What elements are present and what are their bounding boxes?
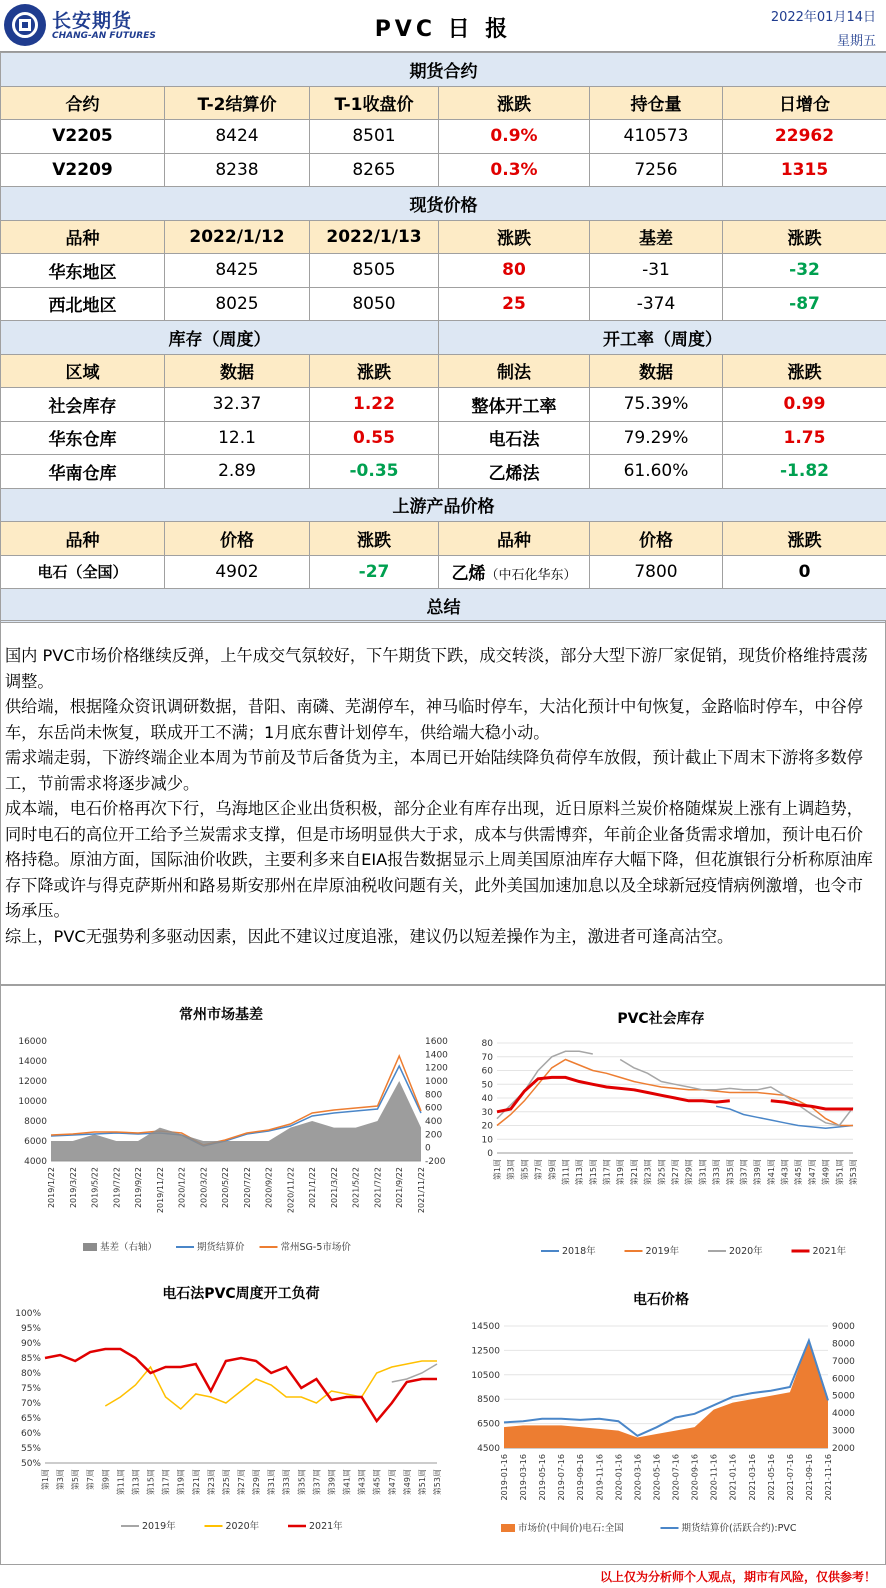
y-tick-label: 55%: [20, 1444, 41, 1454]
y-right-tick-label: 8000: [832, 1339, 855, 1350]
x-tick-label: 2021/1/22: [308, 1167, 318, 1209]
x-tick-label: 第11周: [116, 1469, 126, 1496]
x-tick-label: 第5周: [520, 1159, 530, 1181]
legend-label: 2018年: [562, 1246, 596, 1257]
table-row: V2205 8424 8501 0.9% 410573 22962: [1, 120, 886, 154]
x-tick-label: 第33周: [282, 1469, 292, 1496]
x-tick-label: 2020-07-16: [671, 1454, 681, 1501]
x-tick-label: 2021-07-16: [785, 1454, 795, 1501]
table-header-row: 品种 价格 涨跌 品种 价格 涨跌: [1, 522, 886, 556]
disclaimer: 以上仅为分析师个人观点，期市有风险，仅供参考！: [599, 1570, 876, 1584]
x-tick-label: 2021/9/22: [395, 1167, 405, 1209]
y-right-tick-label: 600: [425, 1103, 443, 1114]
y-tick-label: 10500: [471, 1370, 500, 1381]
y-tick-label: 4000: [24, 1157, 47, 1167]
y-tick-label: 14500: [471, 1322, 500, 1332]
x-tick-label: 2019/11/22: [155, 1167, 165, 1214]
summary-paragraph: 成本端，电石价格再次下行，乌海地区企业出货积极，部分企业有库存出现，近日原料兰炭价格随煤炭上涨有上调趋势，同时电石的高位开工给予兰炭需求支撑，但是市场明显供大于求，成本与供需博弈，年前企业备货需求增加，预计电石价格持稳。原油方面，国际油价收跌，主要利多来自EIA报告数据显示上周美国原油库存大幅下降，但花旗银行分析称原油库存下降或许与得克萨斯州和路易斯安那州在岸原油税收问题有关，此外美国加速加息以及全球新冠疫情病例激增，也令市场承压。: [5, 799, 873, 920]
x-tick-label: 第41周: [342, 1469, 352, 1496]
x-tick-label: 第11周: [561, 1159, 571, 1186]
summary-paragraph: 国内 PVC市场价格继续反弹，上午成交气氛较好，下午期货下跌，成交转淡，部分大型下游厂家促销，现货价格维持震荡调整。: [5, 646, 868, 691]
y-tick-label: 16000: [18, 1037, 47, 1047]
x-tick-label: 2019-03-16: [519, 1454, 529, 1501]
x-tick-label: 第35周: [725, 1159, 735, 1186]
x-tick-label: 第19周: [616, 1159, 626, 1186]
y-tick-label: 65%: [20, 1414, 41, 1424]
x-tick-label: 第13周: [131, 1469, 141, 1496]
x-tick-label: 2019-05-16: [538, 1454, 548, 1501]
x-tick-label: 第1周: [493, 1159, 502, 1181]
y-right-tick-label: 2000: [832, 1444, 855, 1454]
legend-label: 2020年: [225, 1521, 260, 1532]
y-right-tick-label: 3000: [832, 1426, 855, 1437]
section-title: 上游产品价格: [1, 488, 886, 522]
x-tick-label: 第1周: [41, 1469, 50, 1491]
x-tick-label: 2021-01-16: [728, 1454, 738, 1501]
legend-label: 市场价(中间价)电石:全国: [518, 1523, 624, 1534]
y-tick-label: 70: [481, 1052, 493, 1063]
series-area: [504, 1340, 828, 1448]
x-tick-label: 2020/7/22: [242, 1167, 252, 1209]
charts-area: [0, 985, 886, 1565]
y-right-tick-label: 1200: [425, 1063, 448, 1074]
x-tick-label: 第13周: [575, 1159, 585, 1186]
x-tick-label: 2019-09-16: [576, 1454, 586, 1501]
x-tick-label: 第5周: [71, 1469, 81, 1491]
table-row: 西北地区 8025 8050 25 -374 -87: [1, 287, 886, 321]
chart-title: 电石法PVC周度开工负荷: [162, 1286, 320, 1302]
y-tick-label: 70%: [20, 1399, 41, 1409]
y-tick-label: 50: [481, 1080, 493, 1091]
x-tick-label: 第47周: [807, 1159, 817, 1186]
x-tick-label: 2020-09-16: [690, 1454, 700, 1501]
report-header: [0, 0, 886, 52]
x-tick-label: 第39周: [327, 1469, 337, 1496]
y-tick-label: 80%: [20, 1369, 41, 1379]
x-tick-label: 第23周: [643, 1159, 653, 1186]
section-title: 开工率（周度）: [439, 321, 886, 355]
x-tick-label: 2020/1/22: [177, 1167, 187, 1209]
x-tick-label: 第37周: [739, 1159, 749, 1186]
y-right-tick-label: 1000: [425, 1077, 448, 1087]
x-tick-label: 2021/3/22: [329, 1167, 339, 1209]
x-tick-label: 第35周: [297, 1469, 307, 1496]
x-tick-label: 第3周: [506, 1159, 516, 1181]
legend-swatch: [501, 1524, 515, 1532]
x-tick-label: 第53周: [849, 1159, 858, 1186]
report-weekday: 星期五: [836, 34, 876, 49]
summary-paragraph: 供给端，根据隆众资讯调研数据，昔阳、南磷、芜湖停车，神马临时停车，大沽化预计中旬恢复，金路临时停车，中谷停车，东岳尚未恢复，联成开工不满；1月底东曹计划停车，供给端大稳小动。: [5, 697, 863, 742]
y-tick-label: 4500: [477, 1444, 500, 1454]
y-tick-label: 100%: [15, 1309, 41, 1319]
x-tick-label: 2020-03-16: [633, 1454, 643, 1501]
y-right-tick-label: 800: [425, 1090, 443, 1101]
x-tick-label: 2020/5/22: [221, 1167, 231, 1209]
x-tick-label: 2021/7/22: [373, 1167, 383, 1209]
y-tick-label: 60: [481, 1066, 493, 1077]
x-tick-label: 第7周: [86, 1469, 96, 1491]
x-tick-label: 第17周: [161, 1469, 171, 1496]
y-tick-label: 20: [481, 1121, 493, 1132]
series-line: [45, 1349, 437, 1421]
x-tick-label: 第37周: [312, 1469, 322, 1496]
y-right-tick-label: 7000: [832, 1356, 855, 1367]
x-tick-label: 2021-09-16: [804, 1454, 814, 1501]
y-right-tick-label: -200: [425, 1157, 446, 1167]
x-tick-label: 2019/9/22: [134, 1167, 144, 1209]
series-line: [497, 1060, 853, 1126]
y-tick-label: 30: [481, 1107, 493, 1118]
table-row: 华东仓库 12.1 0.55 电石法 79.29% 1.75: [1, 421, 886, 455]
legend-label: 期货结算价: [197, 1242, 245, 1253]
legend-label: 2019年: [645, 1246, 680, 1257]
x-tick-label: 第25周: [657, 1159, 667, 1186]
summary-paragraph: 需求端走弱，下游终端企业本周为节前及节后备货为主，本周已开始陆续降负荷停车放假，预计截止下周末下游将多数停工，节前需求将逐步减少。: [5, 748, 863, 793]
summary-paragraph: 综上，PVC无强势利多驱动因素，因此不建议过度追涨，建议仍以短差操作为主，激进者可逢高沽空。: [5, 926, 734, 946]
x-tick-label: 第21周: [191, 1469, 201, 1496]
table-row: 华南仓库 2.89 -0.35 乙烯法 61.60% -1.82: [1, 455, 886, 489]
y-tick-label: 8000: [24, 1117, 47, 1127]
section-title: 总结: [1, 589, 886, 623]
y-tick-label: 75%: [20, 1384, 41, 1394]
x-tick-label: 第27周: [671, 1159, 680, 1186]
y-tick-label: 8500: [477, 1395, 500, 1406]
legend-label: 基差（右轴）: [100, 1242, 158, 1253]
y-tick-label: 14000: [18, 1057, 47, 1067]
x-tick-label: 2020-05-16: [652, 1454, 662, 1501]
x-tick-label: 2019-11-16: [595, 1454, 605, 1501]
x-tick-label: 第45周: [372, 1469, 382, 1496]
table-header-row: 合约 T-2结算价 T-1收盘价 涨跌 持仓量 日增仓: [1, 86, 886, 120]
table-header-row: 品种 2022/1/12 2022/1/13 涨跌 基差 涨跌: [1, 220, 886, 254]
x-tick-label: 第3周: [56, 1469, 66, 1491]
y-right-tick-label: 4000: [832, 1409, 855, 1420]
charts-svg: [1, 986, 885, 1564]
x-tick-label: 第47周: [387, 1469, 397, 1496]
y-right-tick-label: 1600: [425, 1037, 448, 1047]
x-tick-label: 2021-03-16: [747, 1454, 757, 1501]
y-tick-label: 85%: [20, 1354, 41, 1364]
y-right-tick-label: 200: [425, 1130, 443, 1141]
chart-title: PVC社会库存: [617, 1011, 705, 1027]
y-tick-label: 60%: [20, 1429, 41, 1439]
y-tick-label: 12500: [471, 1346, 500, 1357]
legend-label: 2019年: [142, 1521, 176, 1532]
y-tick-label: 0: [487, 1149, 493, 1159]
x-tick-label: 第9周: [101, 1469, 111, 1491]
y-right-tick-label: 400: [425, 1117, 443, 1127]
legend-label: 常州SG-5市场价: [280, 1242, 351, 1253]
x-tick-label: 2019-07-16: [557, 1454, 567, 1501]
futures-table: [0, 52, 886, 623]
table-header-row: 区域 数据 涨跌 制法 数据 涨跌: [1, 354, 886, 388]
x-tick-label: 2019/1/22: [47, 1167, 56, 1209]
section-title: 库存（周度）: [1, 321, 439, 355]
company-name-en: CHANG-AN FUTURES: [52, 31, 156, 41]
x-tick-label: 第29周: [252, 1469, 262, 1496]
section-title: 现货价格: [1, 187, 886, 221]
legend-label: 2020年: [729, 1246, 763, 1257]
x-tick-label: 第31周: [698, 1159, 708, 1186]
x-tick-label: 2021-11-16: [824, 1454, 833, 1501]
x-tick-label: 第41周: [766, 1159, 776, 1186]
x-tick-label: 2019/5/22: [90, 1167, 100, 1209]
legend-label: 2021年: [812, 1246, 847, 1257]
x-tick-label: 2020/11/22: [286, 1167, 296, 1214]
table-row: V2209 8238 8265 0.3% 7256 1315: [1, 153, 886, 187]
y-tick-label: 40: [481, 1094, 493, 1104]
y-tick-label: 10000: [18, 1097, 47, 1107]
x-tick-label: 第23周: [206, 1469, 216, 1496]
x-tick-label: 第51周: [835, 1159, 845, 1186]
report-date: 2022年01月14日: [770, 10, 876, 25]
x-tick-label: 第29周: [684, 1159, 694, 1186]
report-title: PVC 日 报: [374, 17, 512, 42]
x-tick-label: 第49周: [402, 1469, 412, 1496]
y-tick-label: 90%: [20, 1339, 41, 1349]
x-tick-label: 2019-01-16: [500, 1454, 509, 1501]
x-tick-label: 第51周: [417, 1469, 427, 1496]
series-line: [105, 1361, 437, 1409]
y-tick-label: 6500: [477, 1419, 500, 1430]
x-tick-label: 2019/3/22: [68, 1167, 78, 1209]
x-tick-label: 第43周: [357, 1469, 367, 1496]
x-tick-label: 第53周: [433, 1469, 442, 1496]
x-tick-label: 2021-05-16: [766, 1454, 776, 1501]
y-right-tick-label: 0: [425, 1143, 431, 1154]
y-tick-label: 50%: [20, 1459, 41, 1469]
x-tick-label: 2019/7/22: [112, 1167, 122, 1209]
y-right-tick-label: 6000: [832, 1374, 855, 1385]
x-tick-label: 2021/5/22: [351, 1167, 361, 1209]
y-tick-label: 95%: [20, 1324, 41, 1334]
table-row: 社会库存 32.37 1.22 整体开工率 75.39% 0.99: [1, 388, 886, 422]
x-tick-label: 第45周: [794, 1159, 804, 1186]
company-name-cn: 长安期货: [52, 10, 133, 32]
x-tick-label: 第39周: [753, 1159, 763, 1186]
x-tick-label: 第31周: [267, 1469, 277, 1496]
x-tick-label: 第19周: [176, 1469, 186, 1496]
x-tick-label: 第17周: [602, 1159, 612, 1186]
summary-text: [0, 620, 886, 985]
x-tick-label: 第9周: [547, 1159, 557, 1181]
legend-label: 期货结算价(活跃合约):PVC: [681, 1523, 797, 1534]
x-tick-label: 2020/9/22: [264, 1167, 274, 1209]
x-tick-label: 第7周: [534, 1159, 544, 1181]
x-tick-label: 2020/3/22: [199, 1167, 209, 1209]
legend-label: 2021年: [309, 1521, 343, 1532]
table-row: 华东地区 8425 8505 80 -31 -32: [1, 254, 886, 288]
chart-title: 常州市场基差: [179, 1007, 263, 1023]
series-area: [51, 1081, 421, 1161]
x-tick-label: 第21周: [629, 1159, 639, 1186]
x-tick-label: 第15周: [588, 1159, 598, 1186]
legend-swatch: [83, 1243, 97, 1251]
chart-title: 电石价格: [633, 1292, 689, 1308]
x-tick-label: 第27周: [237, 1469, 246, 1496]
y-tick-label: 6000: [24, 1137, 47, 1147]
x-tick-label: 第49周: [821, 1159, 831, 1186]
y-right-tick-label: 1400: [425, 1050, 448, 1061]
table-row: 电石（全国） 4902 -27 乙烯（中石化华东） 7800 0: [1, 555, 886, 589]
section-title: 期货合约: [1, 53, 886, 87]
y-tick-label: 80: [481, 1039, 493, 1049]
x-tick-label: 2020-01-16: [614, 1454, 624, 1501]
y-tick-label: 12000: [18, 1077, 47, 1087]
y-tick-label: 10: [481, 1135, 493, 1146]
x-tick-label: 2020-11-16: [709, 1454, 719, 1501]
x-tick-label: 2021/11/22: [417, 1167, 426, 1214]
x-tick-label: 第25周: [221, 1469, 231, 1496]
x-tick-label: 第15周: [146, 1469, 156, 1496]
y-right-tick-label: 5000: [832, 1391, 855, 1402]
x-tick-label: 第43周: [780, 1159, 790, 1186]
y-right-tick-label: 9000: [832, 1322, 855, 1332]
x-tick-label: 第33周: [712, 1159, 722, 1186]
